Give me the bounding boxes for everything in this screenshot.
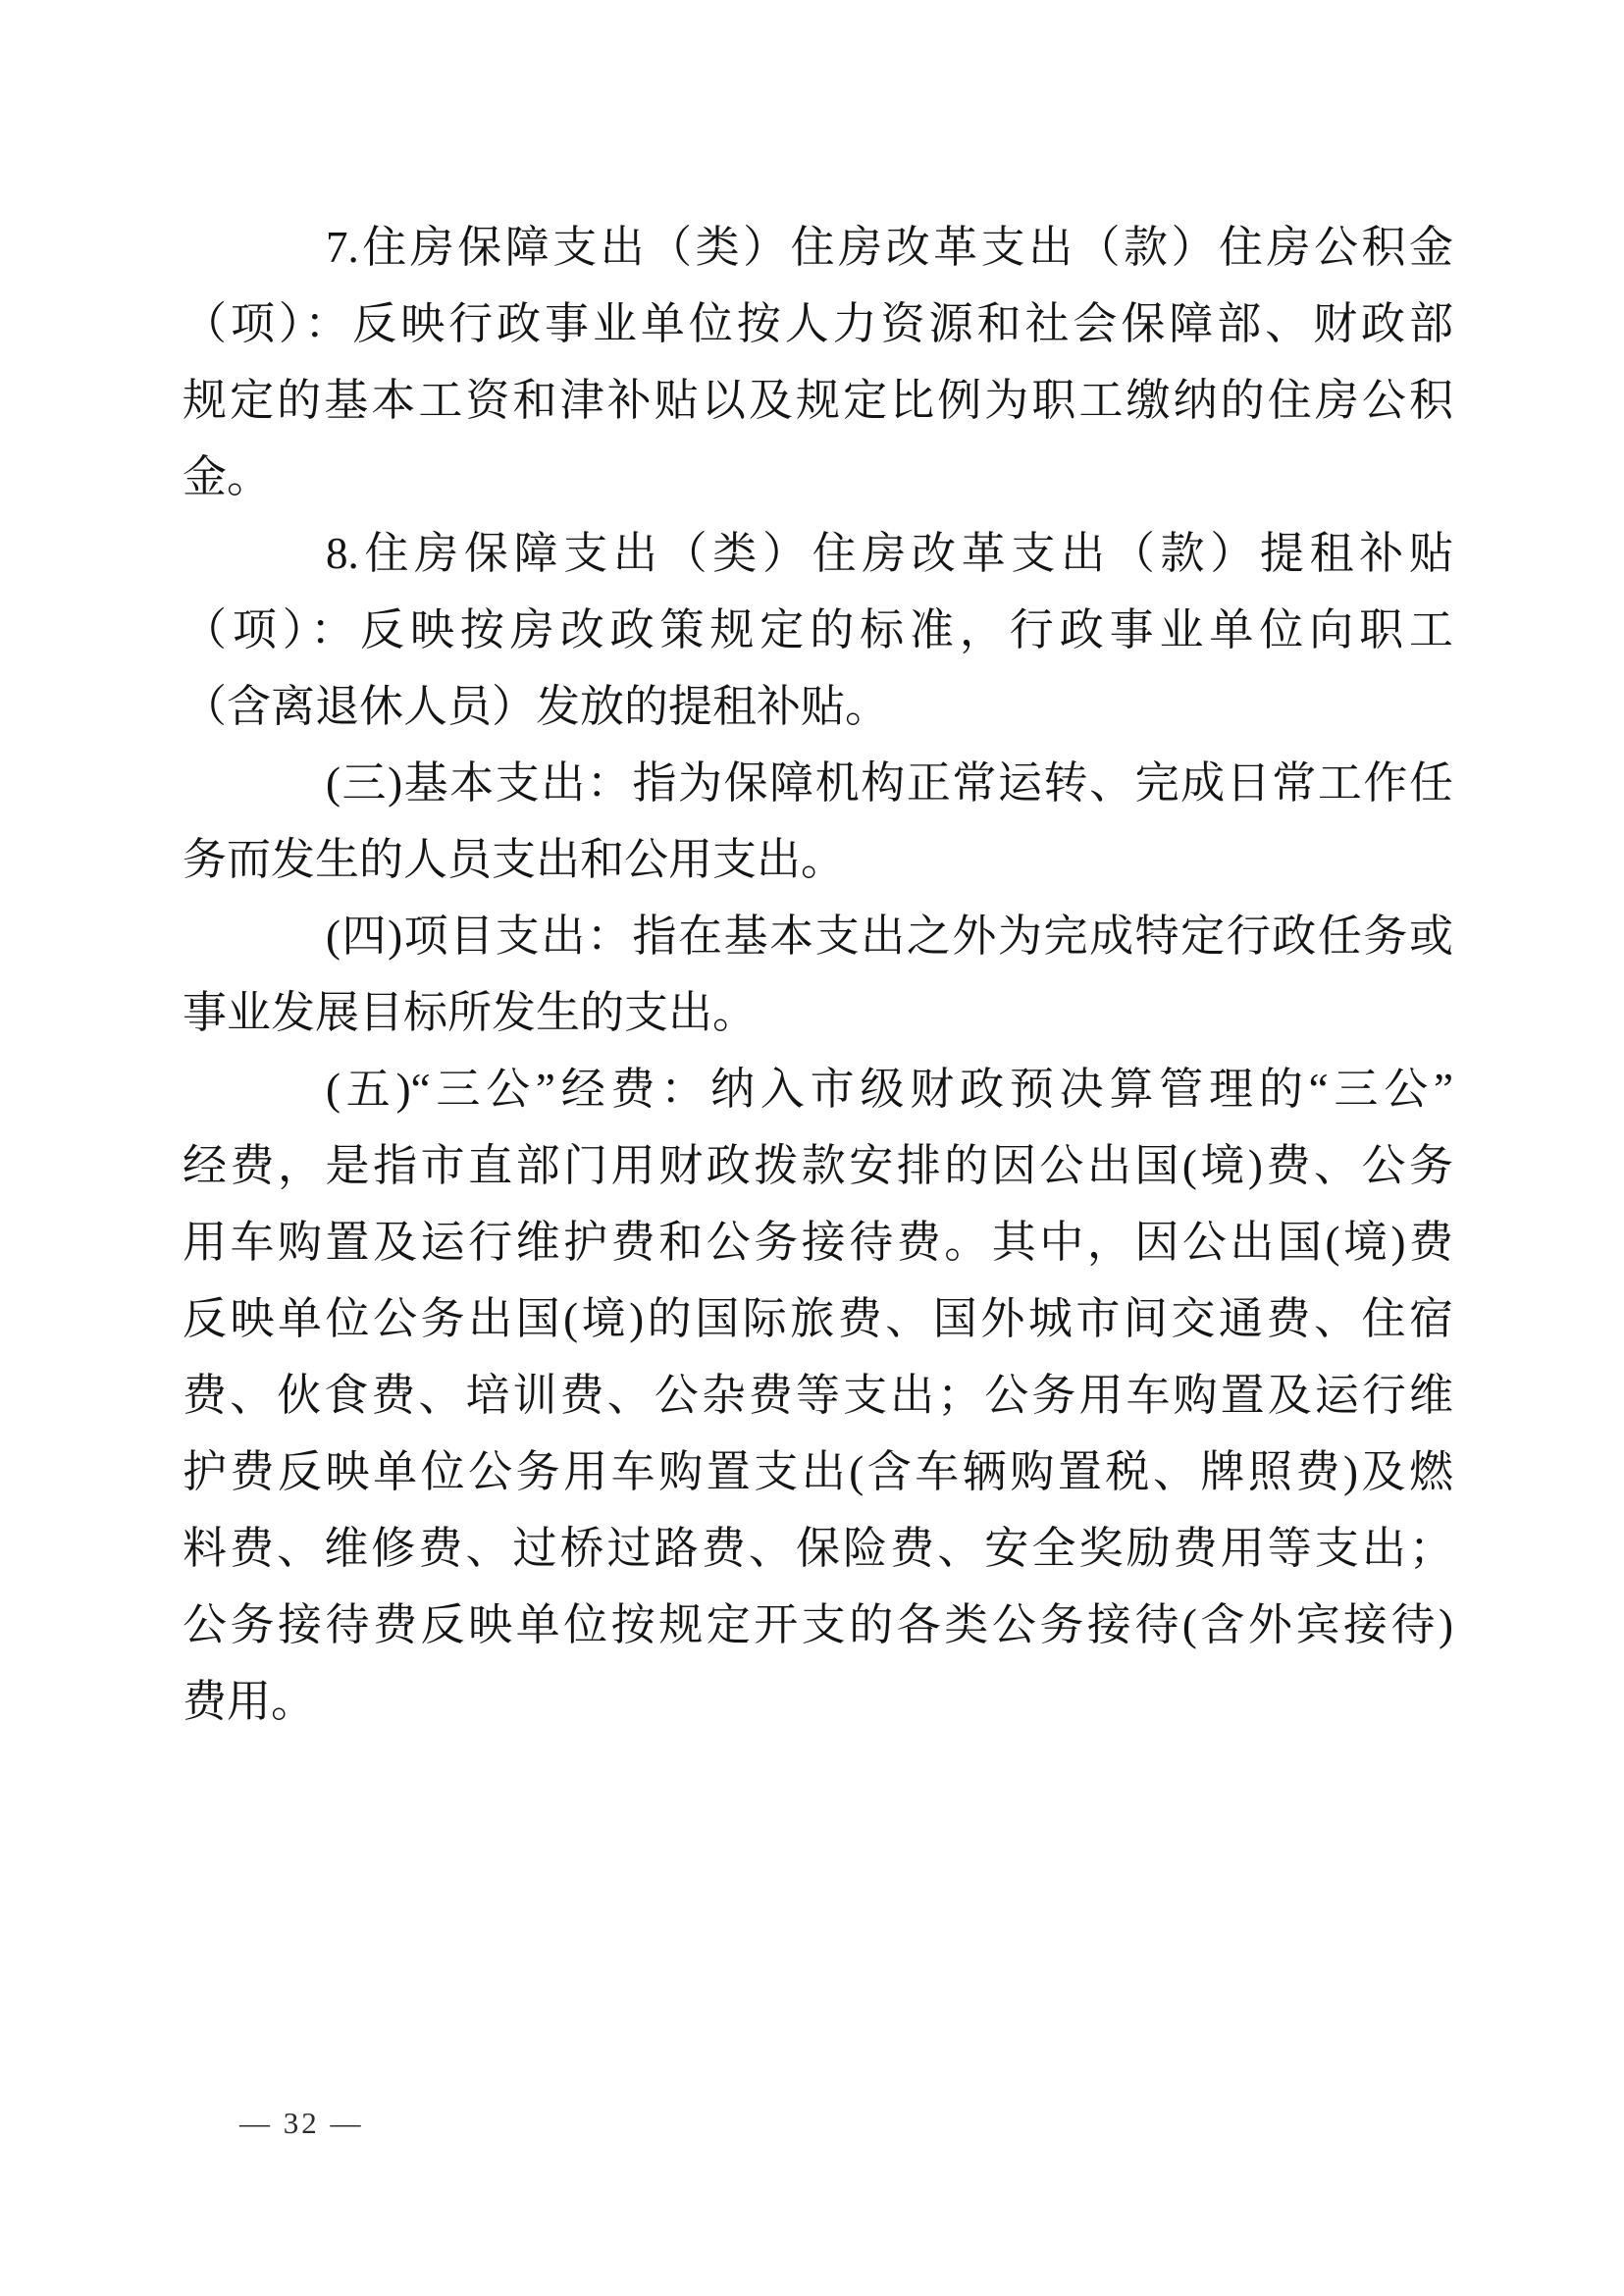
text-line: 护费反映单位公务用车购置支出(含车辆购置税、牌照费)及燃 [183,1447,1453,1496]
text-line: 用车购置及运行维护费和公务接待费。其中，因公出国(境)费 [183,1218,1453,1267]
text-line: 料费、维修费、过桥过路费、保险费、安全奖励费用等支出； [183,1524,1453,1573]
text-line: 公务接待费反映单位按规定开支的各类公务接待(含外宾接待) [183,1600,1453,1649]
text-line: 反映单位公务出国(境)的国际旅费、国外城市间交通费、住宿 [183,1294,1453,1343]
text-line: 经费，是指市直部门用财政拨款安排的因公出国(境)费、公务 [183,1141,1453,1190]
text-line: （含离退休人员）发放的提租补贴。 [183,682,890,731]
text-line: 费、伙食费、培训费、公杂费等支出；公务用车购置及运行维 [183,1371,1453,1420]
text-line: 费用。 [183,1677,316,1726]
page-number: — 32 — [239,2106,364,2140]
text-line: 金。 [183,452,272,501]
text-line: （项）：反映按房改政策规定的标准，行政事业单位向职工 [183,605,1453,654]
text-line: 7.住房保障支出（类）住房改革支出（款）住房公积金 [326,223,1453,272]
text-line: 规定的基本工资和津补贴以及规定比例为职工缴纳的住房公积 [183,376,1453,425]
text-line: (四)项目支出：指在基本支出之外为完成特定行政任务或 [326,912,1453,961]
text-line: 事业发展目标所发生的支出。 [183,988,758,1037]
text-line: （项）：反映行政事业单位按人力资源和社会保障部、财政部 [183,299,1453,348]
text-line: 8.住房保障支出（类）住房改革支出（款）提租补贴 [326,529,1453,578]
text-line: (三)基本支出：指为保障机构正常运转、完成日常工作任 [326,758,1453,808]
text-line: (五)“三公”经费：纳入市级财政预决算管理的“三公” [326,1065,1453,1114]
page-body [183,209,1453,1740]
text-line: 务而发生的人员支出和公用支出。 [183,835,846,884]
